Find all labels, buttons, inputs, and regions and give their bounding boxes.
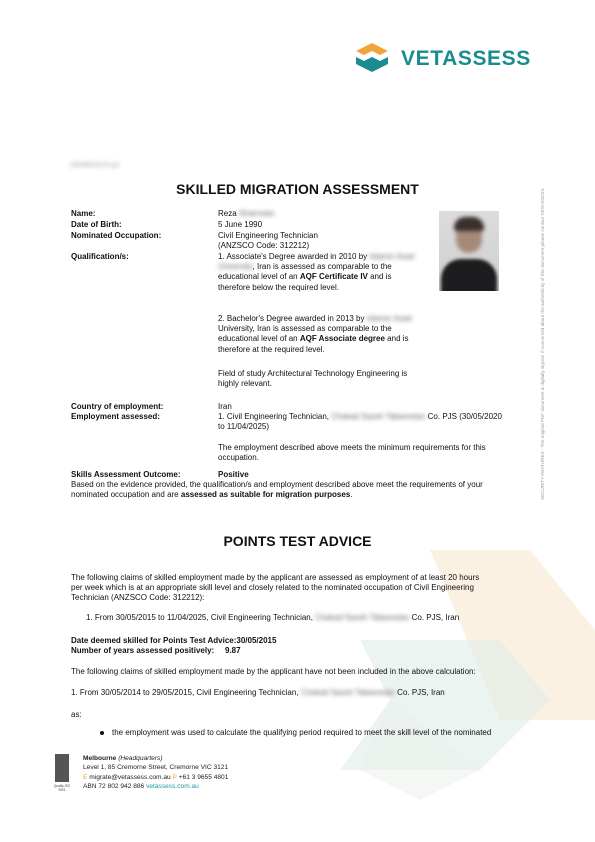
employment-redacted: Chakad Sazeh Tabarestan bbox=[331, 412, 426, 421]
employment-text-b: Co. PJS (30/05/2020 bbox=[427, 412, 502, 421]
claim-text-b: Co. PJS, Iran bbox=[411, 613, 460, 622]
q2-redacted: Islamic Azad bbox=[366, 314, 412, 323]
q2-level: AQF Associate degree bbox=[299, 334, 385, 344]
first-name: Reza bbox=[218, 209, 237, 218]
field-text-2: highly relevant. bbox=[218, 379, 272, 389]
excluded-text-b: Co. PJS, Iran bbox=[397, 688, 445, 697]
q2-text-b: University, Iran is assessed as comparable to the bbox=[218, 324, 392, 334]
occupation-value: Civil Engineering Technician bbox=[218, 231, 318, 240]
dob-value: 5 June 1990 bbox=[218, 220, 263, 229]
summary-period: . bbox=[350, 490, 353, 500]
excluded-redacted: Chakad Sazeh Tabarestan bbox=[300, 688, 395, 697]
website-link[interactable]: vetassess.com.au bbox=[146, 783, 199, 791]
q1-redacted-2: University bbox=[218, 262, 253, 272]
country-value: Iran bbox=[218, 402, 232, 411]
vetassess-logo-icon bbox=[352, 42, 392, 78]
office-line bbox=[83, 754, 228, 763]
q1-text-d: and is bbox=[370, 272, 392, 282]
summary-text-a: nominated occupation and are bbox=[71, 490, 179, 500]
qualifications-label: Qualification/s: bbox=[71, 252, 129, 261]
email-link[interactable]: migrate@vetassess.com.au bbox=[89, 773, 171, 781]
bullet-text-1: the employment was used to calculate the qualifying period required to meet the skill level of the nominated bbox=[112, 728, 492, 737]
employment-note-2: occupation. bbox=[218, 453, 259, 463]
field-of-study bbox=[218, 369, 407, 389]
q1-text-c: educational level of an bbox=[218, 272, 298, 282]
intro-line-1: The following claims of skilled employment made by the applicant are assessed as employment of at least 20 hours bbox=[71, 573, 480, 582]
years-label: Number of years assessed positively: bbox=[71, 646, 215, 655]
claim-1 bbox=[86, 613, 459, 623]
phone-label: P bbox=[172, 773, 177, 781]
employment-label: Employment assessed: bbox=[71, 412, 160, 421]
outcome-value: Positive bbox=[218, 470, 249, 479]
q1-redacted: Islamic Azad bbox=[369, 252, 415, 261]
occupation-label: Nominated Occupation: bbox=[71, 231, 162, 240]
claim-redacted: Chakad Sazeh Tabarestan bbox=[315, 613, 410, 622]
quality-badge-text: Quality ISO 9001 bbox=[53, 784, 71, 792]
qualification-2 bbox=[218, 314, 433, 355]
summary-line-1: Based on the evidence provided, the qualification/s and employment described above meet the requirements of your bbox=[71, 480, 483, 489]
intro-line-3: Technician (ANZSCO Code: 312212): bbox=[71, 593, 205, 603]
q1-text-e: therefore below the required level. bbox=[218, 282, 339, 292]
employment-note-1: The employment described above meets the minimum requirements for this bbox=[218, 443, 486, 452]
excluded-intro: The following claims of skilled employment made by the applicant have not been included in the above calculation: bbox=[71, 667, 476, 676]
q1-text-b: , Iran is assessed as comparable to the bbox=[252, 262, 392, 272]
footer-contact bbox=[83, 754, 228, 792]
q2-text-e: therefore at the required level. bbox=[218, 344, 325, 354]
q1-level: AQF Certificate IV bbox=[299, 272, 368, 282]
q1-text-a: 1. Associate's Degree awarded in 2010 by bbox=[218, 252, 368, 261]
claim-text-a: 1. From 30/05/2015 to 11/04/2025, Civil Engineering Technician, bbox=[86, 613, 313, 622]
contact-line bbox=[83, 773, 228, 782]
years-value: 9.87 bbox=[225, 646, 241, 655]
office-address: Level 1, 85 Cremorne Street, Cremorne VIC 3121 bbox=[83, 764, 229, 772]
abn-number: ABN 72 802 942 886 bbox=[83, 783, 145, 791]
employment-note bbox=[218, 443, 486, 463]
email-label: E bbox=[83, 773, 88, 781]
applicant-photo bbox=[439, 211, 499, 291]
name-value bbox=[218, 209, 275, 219]
country-label: Country of employment: bbox=[71, 402, 164, 411]
excluded-claim-1 bbox=[71, 688, 445, 698]
employment-value bbox=[218, 412, 518, 432]
as-label: as: bbox=[71, 710, 82, 719]
q2-text-c: educational level of an bbox=[218, 334, 298, 344]
office-note: (Headquarters) bbox=[118, 755, 163, 762]
dob-label: Date of Birth: bbox=[71, 220, 122, 229]
quality-badge bbox=[52, 754, 72, 800]
qualification-1 bbox=[218, 252, 433, 293]
deemed-skilled-row bbox=[71, 636, 276, 646]
abn-line bbox=[83, 782, 228, 791]
security-note: SECURITY FEATURES - The original PDF document is digitally signed. If concerned about the authenticity of this document please contact VETASSESS. bbox=[540, 187, 545, 500]
q2-text-d: and is bbox=[387, 334, 409, 344]
summary-emphasis: assessed as suitable for migration purposes bbox=[180, 490, 351, 500]
summary-line-2 bbox=[71, 490, 531, 500]
occupation-code: (ANZSCO Code: 312212) bbox=[218, 241, 310, 250]
office-name: Melbourne bbox=[83, 755, 117, 762]
name-label: Name: bbox=[71, 209, 96, 218]
deemed-label: Date deemed skilled for Points Test Advice: bbox=[71, 636, 237, 645]
brand-name: VETASSESS bbox=[401, 47, 531, 70]
points-intro bbox=[71, 573, 531, 604]
employment-text-c: to 11/04/2025) bbox=[218, 422, 270, 432]
points-title: POINTS TEST ADVICE bbox=[223, 533, 372, 549]
phone-number: +61 3 9655 4801 bbox=[178, 773, 229, 781]
outcome-label: Skills Assessment Outcome: bbox=[71, 470, 181, 479]
field-text-1: Field of study Architectural Technology Engineering is bbox=[218, 369, 408, 378]
assessment-title: SKILLED MIGRATION ASSESSMENT bbox=[176, 181, 419, 197]
background-watermark bbox=[300, 520, 595, 842]
q2-text-a: 2. Bachelor's Degree awarded in 2013 by bbox=[218, 314, 365, 323]
assessment-summary bbox=[71, 480, 531, 500]
intro-line-2: per week which is at an appropriate skill level and closely related to the nominated occupation of Civil Engineering bbox=[71, 583, 474, 593]
deemed-value: 30/05/2015 bbox=[236, 636, 277, 645]
bullet-icon bbox=[100, 731, 104, 735]
excluded-text-a: 1. From 30/05/2014 to 29/05/2015, Civil Engineering Technician, bbox=[71, 688, 299, 697]
redacted-surname: Shamsian bbox=[238, 209, 275, 218]
employment-text-a: 1. Civil Engineering Technician, bbox=[218, 412, 330, 421]
reference-number: 25046031/0.ps bbox=[70, 160, 120, 169]
